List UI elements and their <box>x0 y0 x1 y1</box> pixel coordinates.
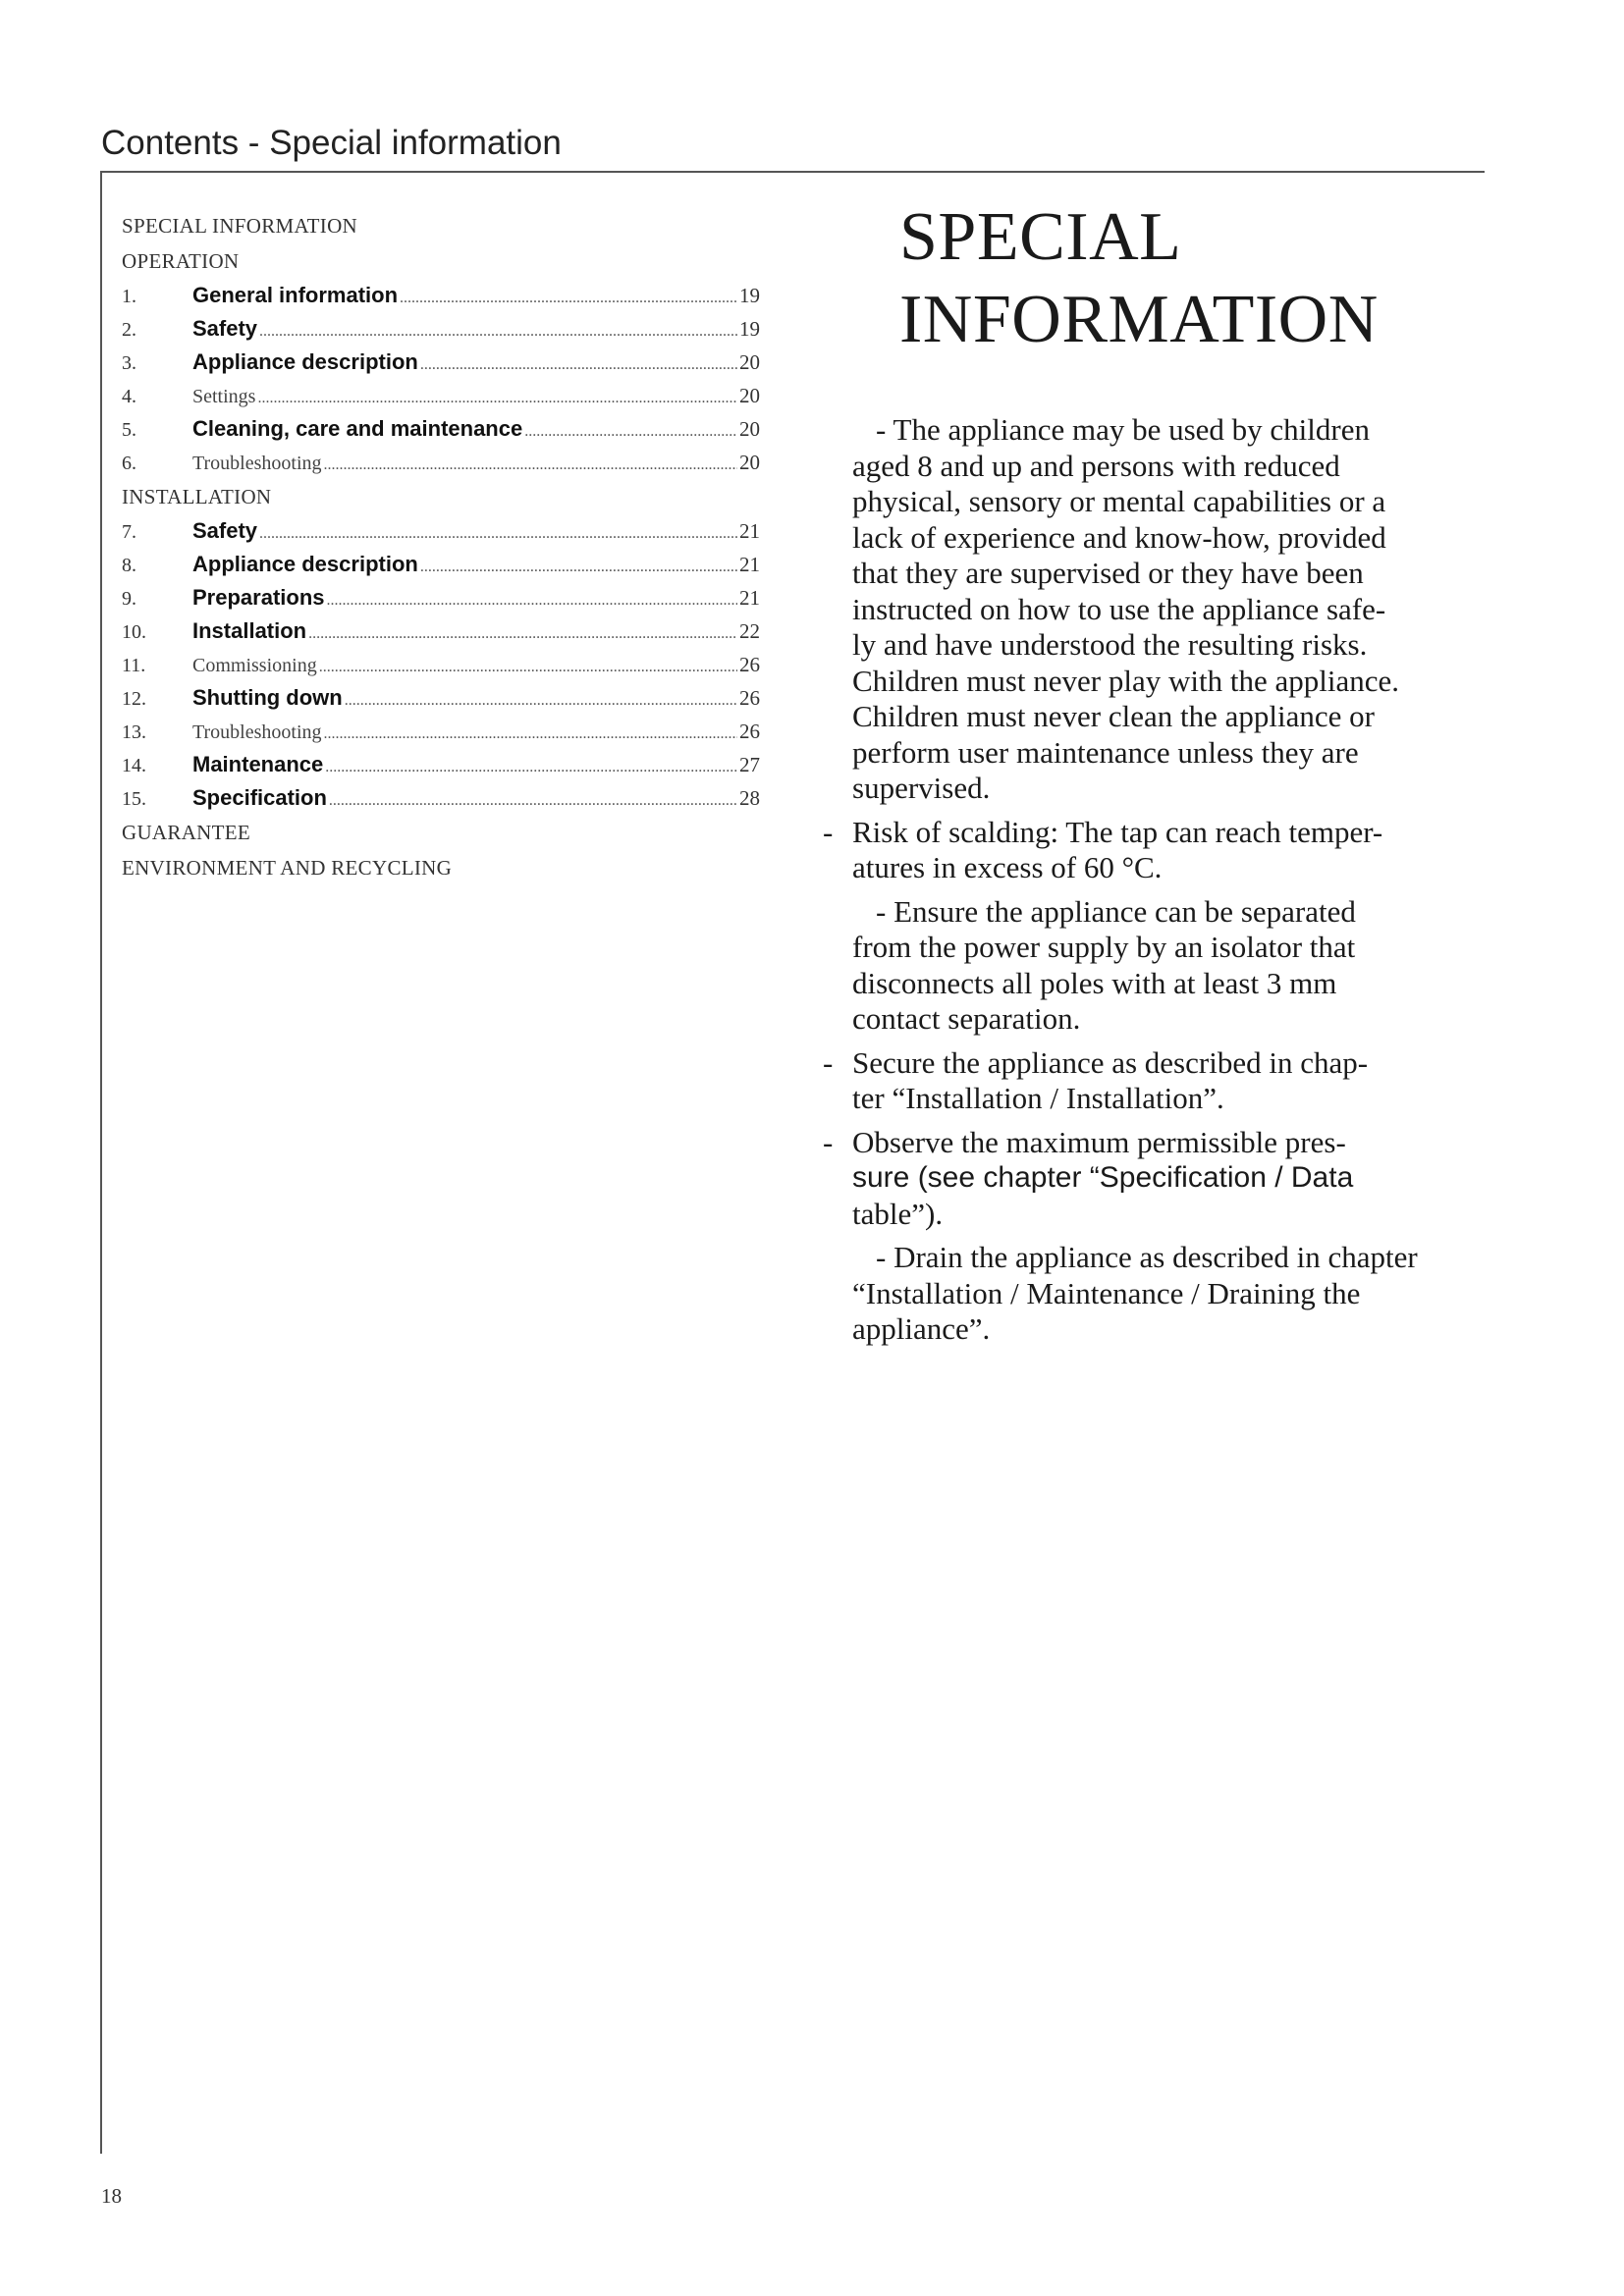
toc-section-heading: OPERATION <box>122 249 240 273</box>
bullet-text-line: - The appliance may be used by children <box>876 412 1370 447</box>
bullet-text-line: table”). <box>852 1196 944 1231</box>
toc-entry-page: 20 <box>739 384 760 407</box>
toc-dot-leader <box>329 784 737 818</box>
toc-entry[interactable] <box>122 379 760 412</box>
toc-entry-page: 20 <box>739 350 760 374</box>
toc-entry-page: 21 <box>739 519 760 543</box>
toc-section-heading: ENVIRONMENT AND RECYCLING <box>122 856 453 880</box>
bullet-text-line: from the power supply by an isolator that <box>852 930 1356 964</box>
toc-entry-title: Shutting down <box>192 685 343 710</box>
toc-entry-number: 6. <box>122 453 136 474</box>
bullet-text-line: “Installation / Maintenance / Draining the <box>852 1275 1361 1310</box>
toc-entry-page: 28 <box>739 786 760 810</box>
safety-bullet-item <box>823 815 1451 886</box>
special-information-heading <box>899 196 1451 361</box>
safety-bullet-item <box>823 1045 1451 1117</box>
page-header-title: Contents - Special information <box>101 124 562 162</box>
toc-entry-page: 20 <box>739 417 760 441</box>
toc-entry[interactable] <box>122 312 760 346</box>
toc-dot-leader <box>308 617 737 651</box>
toc-entry[interactable] <box>122 346 760 379</box>
toc-entry-title: Specification <box>192 785 327 810</box>
bullet-text-line: contact separation. <box>852 1001 1081 1036</box>
bullet-text-line: aged 8 and up and persons with reduced <box>852 448 1340 483</box>
toc-entry-number: 14. <box>122 755 146 776</box>
bullet-text-line: disconnects all poles with at least 3 mm <box>852 965 1337 1000</box>
toc-entry-number: 11. <box>122 655 146 676</box>
toc-entry-number: 12. <box>122 688 146 710</box>
bullet-text-line: Children must never clean the appliance or <box>852 699 1375 733</box>
toc-entry[interactable] <box>122 412 760 446</box>
safety-bullet-item <box>823 1240 1451 1348</box>
toc-entry-page: 26 <box>739 720 760 743</box>
toc-entry[interactable] <box>122 781 760 815</box>
left-margin-rule <box>100 171 102 2154</box>
bullet-text-line: perform user maintenance unless they are <box>852 734 1359 770</box>
toc-entry[interactable] <box>122 681 760 715</box>
toc-entry-title: Maintenance <box>192 752 324 776</box>
toc-dot-leader <box>319 651 737 684</box>
special-information-section <box>823 196 1451 1356</box>
toc-entry[interactable] <box>122 648 760 681</box>
toc-entry-page: 19 <box>739 284 760 307</box>
bullet-text-line: atures in excess of 60 °C. <box>852 850 1163 884</box>
toc-entry[interactable] <box>122 514 760 548</box>
toc-entry-title: General information <box>192 283 399 307</box>
safety-bullet-list <box>823 412 1451 1348</box>
toc-entry-number: 13. <box>122 721 146 743</box>
toc-entry-number: 15. <box>122 788 146 810</box>
safety-bullet-item <box>823 412 1451 807</box>
toc-entry[interactable] <box>122 581 760 614</box>
toc-entry-number: 3. <box>122 352 136 374</box>
bullet-text-line: that they are supervised or they have been <box>852 556 1364 590</box>
bullet-text-line: lack of experience and know-how, provided <box>852 519 1386 555</box>
toc-entry-title: Safety <box>192 518 258 543</box>
table-of-contents <box>122 208 760 885</box>
bullet-text-line: Observe the maximum permissible pres- <box>852 1124 1346 1159</box>
toc-entry-page: 26 <box>739 686 760 710</box>
toc-entry-title: Safety <box>192 316 258 341</box>
toc-section-heading: SPECIAL INFORMATION <box>122 214 358 238</box>
toc-dot-leader <box>327 584 738 617</box>
toc-dot-leader <box>325 751 737 784</box>
bullet-text-line: Risk of scalding: The tap can reach temper- <box>852 814 1383 849</box>
bullet-dash: - <box>823 1044 834 1080</box>
toc-entry-number: 8. <box>122 555 136 576</box>
bullet-text-line: Secure the appliance as described in chap- <box>852 1044 1369 1080</box>
toc-entry-title: Settings <box>192 386 256 407</box>
bullet-text-line: - Ensure the appliance can be separated <box>876 893 1356 929</box>
toc-entry-page: 20 <box>739 451 760 474</box>
bullet-dash: - <box>823 1124 834 1159</box>
heading-line-1: SPECIAL <box>899 199 1182 275</box>
toc-entry[interactable] <box>122 748 760 781</box>
toc-entry-number: 4. <box>122 386 136 407</box>
toc-entry-page: 19 <box>739 317 760 341</box>
toc-entry-title: Troubleshooting <box>192 453 322 474</box>
bullet-text-line: instructed on how to use the appliance safe- <box>852 591 1386 626</box>
toc-entry[interactable] <box>122 715 760 748</box>
toc-section-heading: GUARANTEE <box>122 821 251 844</box>
toc-entry-page: 22 <box>739 619 760 643</box>
toc-entry-page: 21 <box>739 586 760 610</box>
toc-dot-leader <box>420 551 737 584</box>
toc-dot-leader <box>257 382 737 415</box>
toc-dot-leader <box>345 684 737 718</box>
toc-section-heading: INSTALLATION <box>122 485 272 508</box>
bullet-text-line: Children must never play with the appliance. <box>852 663 1399 698</box>
toc-entry-title: Commissioning <box>192 655 317 676</box>
page-number: 18 <box>101 2184 122 2208</box>
bullet-dash: - <box>823 814 834 849</box>
toc-entry-title: Troubleshooting <box>192 721 322 743</box>
toc-entry[interactable] <box>122 548 760 581</box>
bullet-text-line: appliance”. <box>852 1311 991 1346</box>
toc-dot-leader <box>324 449 737 482</box>
toc-entry-page: 26 <box>739 653 760 676</box>
toc-entry-page: 27 <box>739 753 760 776</box>
safety-bullet-item <box>823 894 1451 1038</box>
toc-entry[interactable] <box>122 614 760 648</box>
toc-entry-number: 9. <box>122 588 136 610</box>
toc-entry-title: Appliance description <box>192 349 418 374</box>
bullet-text-line: supervised. <box>852 771 991 805</box>
toc-entry[interactable] <box>122 279 760 312</box>
toc-entry-title: Appliance description <box>192 552 418 576</box>
toc-dot-leader <box>324 718 737 751</box>
toc-entry-title: Cleaning, care and maintenance <box>192 416 523 441</box>
toc-entry-page: 21 <box>739 553 760 576</box>
toc-entry[interactable] <box>122 446 760 479</box>
toc-dot-leader <box>400 282 737 315</box>
bullet-text-line: physical, sensory or mental capabilities or a <box>852 484 1386 518</box>
bullet-text-line: ly and have understood the resulting risks. <box>852 627 1368 662</box>
toc-entry-number: 2. <box>122 319 136 341</box>
toc-entry-number: 7. <box>122 521 136 543</box>
safety-bullet-item <box>823 1125 1451 1233</box>
toc-entry-title: Preparations <box>192 585 325 610</box>
bullet-text-line: - Drain the appliance as described in chapter <box>876 1240 1418 1274</box>
toc-dot-leader <box>420 348 737 382</box>
toc-dot-leader <box>259 517 737 551</box>
bullet-text-line: sure (see chapter “Specification / Data <box>852 1161 1354 1194</box>
header-divider <box>100 171 1485 173</box>
toc-dot-leader <box>524 415 737 449</box>
toc-dot-leader <box>259 315 737 348</box>
toc-entry-title: Installation <box>192 618 307 643</box>
bullet-text-line: ter “Installation / Installation”. <box>852 1081 1224 1115</box>
toc-entry-number: 10. <box>122 621 146 643</box>
toc-entry-number: 5. <box>122 419 136 441</box>
heading-line-2: INFORMATION <box>899 282 1379 357</box>
toc-entry-number: 1. <box>122 286 136 307</box>
